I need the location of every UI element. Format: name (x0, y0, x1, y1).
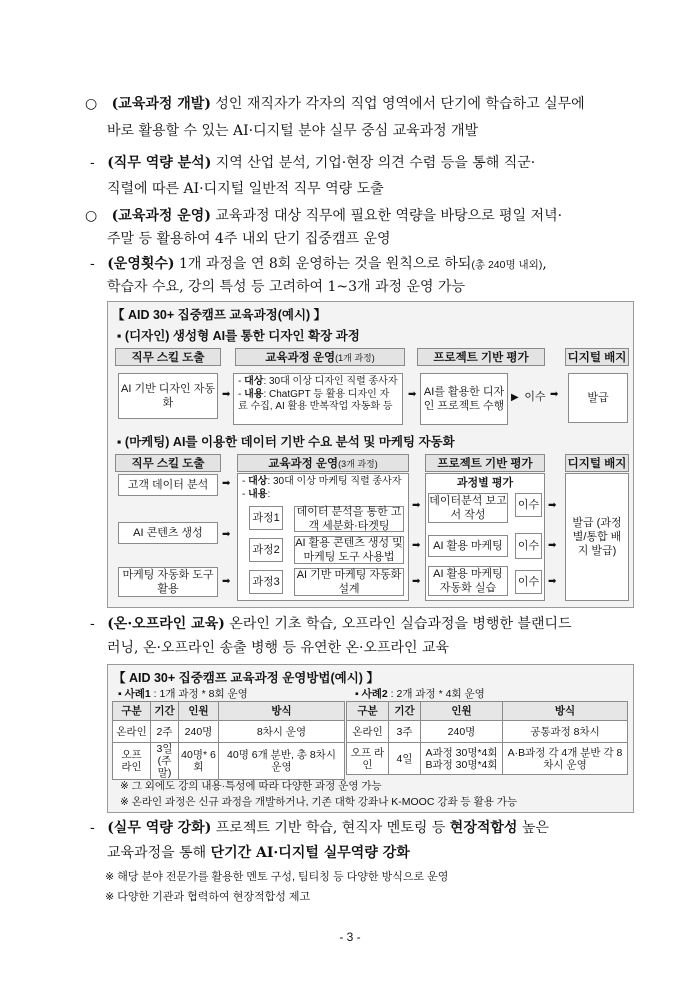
course-2-eval: AI 활용 마케팅 (428, 535, 508, 557)
table-cell: 240명 (421, 721, 503, 743)
table-row (347, 743, 628, 775)
table-row (347, 721, 628, 743)
case2-label: ▪ 사례2 (355, 688, 388, 700)
table-cell: 3주 (389, 721, 421, 743)
text: 지역 산업 분석, 기업·현장 의견 수렴 등을 통해 직군· (211, 155, 536, 171)
table-cell: 8차시 운영 (219, 721, 345, 743)
paragraph-job-analysis (90, 150, 535, 177)
target-label: 대상 (248, 476, 268, 487)
operation-note-1: ※ 그 외에도 강의 내용·특성에 따라 다양한 과정 운영 가능 (120, 780, 382, 792)
comma: , (542, 256, 547, 272)
paragraph-blended (90, 611, 572, 638)
table-cell: 공통과정 8차시 (503, 721, 628, 743)
case1-label: ▪ 사례1 (118, 688, 151, 700)
target-text: : 30대 이상 마케팅 직렬 종사자 (267, 476, 402, 487)
header-run-label: 교육과정 운영 (268, 458, 339, 470)
table-row (113, 721, 345, 743)
course-1-label: 과정1 (249, 506, 283, 530)
bullet: - (90, 616, 95, 632)
case1-text: : 1개 과정 * 8회 운영 (150, 688, 248, 700)
design-project: AI를 활용한 디자인 프로젝트 수행 (420, 373, 508, 425)
arrow-right-icon: ➡ (222, 529, 231, 540)
design-badge: 발급 (568, 373, 628, 423)
note-total: (총 240명 내외) (471, 259, 543, 271)
paragraph-course-development (85, 91, 585, 118)
table-cell: 240명 (179, 721, 219, 743)
marketing-skill-3: 마케팅 자동화 도구 활용 (118, 567, 218, 597)
arrow-right-icon: ➡ (408, 389, 417, 400)
design-complete: 이수 (524, 391, 546, 403)
case2-text: : 2개 과정 * 4회 운영 (387, 688, 485, 700)
text: 프로젝트 기반 학습, 현직자 멘토링 등 (211, 820, 450, 836)
course-1-desc: 데이터 분석을 통한 고객 세분화·타겟팅 (294, 506, 404, 532)
table-header: 구분 (347, 702, 389, 721)
case2-heading (355, 686, 485, 701)
marketing-badge: 발급 (과정별/통합 배지 발급) (565, 473, 629, 601)
course-3-complete: 이수 (515, 570, 542, 594)
design-section-title: ▪ (디자인) 생성형 AI를 통한 디자인 확장 과정 (117, 329, 360, 343)
table-header: 인원 (421, 702, 503, 721)
paragraph-practical-line2 (107, 840, 410, 867)
paragraph-course-development-line2: 바로 활용할 수 있는 AI·디지털 분야 실무 중심 교육과정 개발 (107, 123, 479, 139)
paragraph-course-operation-line2: 주말 등 활용하여 4주 내외 단기 집중캠프 운영 (107, 231, 391, 247)
arrow-right-icon: ➡ (548, 500, 557, 511)
marketing-skill-1: 고객 데이터 분석 (118, 474, 218, 496)
header-run (237, 454, 409, 472)
arrow-right-icon: ➡ (412, 500, 421, 511)
operation-method-title: 【 AID 30+ 집중캠프 교육과정 운영방법(예시) 】 (113, 671, 379, 685)
bullet: ○ (85, 96, 98, 112)
term: (온·오프라인 교육) (107, 616, 225, 632)
design-run: - 대상: 30대 이상 디자인 직렬 종사자 - 내용: ChatGPT 등 활용 디자인 자료 수집, AI 활용 반복작업 자동화 등 (233, 373, 403, 425)
arrow-right-icon: ➡ (550, 389, 559, 400)
text: 교육과정 대상 직무에 필요한 역량을 바탕으로 평일 저녁· (210, 208, 563, 224)
course-3-desc: AI 기반 마케팅 자동화 설계 (294, 568, 404, 596)
table-cell: 3일 (주말) (151, 743, 179, 780)
header-run-count: (3개 과정) (338, 458, 378, 469)
course-2-label: 과정2 (249, 538, 283, 562)
arrow-right-icon: ➡ (222, 576, 231, 587)
content-label: 내용 (244, 388, 264, 400)
table-cell: 온라인 (347, 721, 389, 743)
practical-note-1: ※ 해당 분야 전문가를 활용한 멘토 구성, 팀티칭 등 다양한 방식으로 운영 (105, 871, 449, 883)
header-skill: 직무 스킬 도출 (115, 348, 221, 366)
practical-note-2: ※ 다양한 기관과 협력하여 현장적합성 제고 (105, 891, 311, 903)
marketing-skill-2: AI 콘텐츠 생성 (118, 522, 218, 544)
table-cell: 오프 라인 (113, 743, 151, 780)
arrow-right-icon: ➡ (548, 540, 557, 551)
text: 1개 과정을 연 8회 운영하는 것을 원칙으로 하되 (174, 256, 472, 272)
table-cell: A과정 30명*4회 B과정 30명*4회 (421, 743, 503, 775)
arrow-right-icon: ➡ (222, 389, 231, 400)
header-badge: 디지털 배지 (565, 348, 629, 366)
course-3-eval: AI 활용 마케팅 자동화 실습 (428, 566, 508, 596)
term: (교육과정 개발) (111, 96, 211, 112)
bullet: - (90, 155, 95, 171)
case1-heading (118, 686, 248, 701)
paragraph-practical (90, 815, 549, 842)
table-cell: A·B과정 각 4개 분반 각 8차시 운영 (503, 743, 628, 775)
target-text: : 30대 이상 디자인 직렬 종사자 (263, 376, 398, 387)
text: 온라인 기초 학습, 오프라인 실습과정을 병행한 블랜디드 (224, 616, 572, 632)
marketing-run: - 대상: 30대 이상 마케팅 직렬 종사자 - 내용: (237, 473, 409, 601)
header-run (235, 348, 405, 366)
content-label: 내용 (248, 489, 268, 500)
case1-table (112, 701, 345, 780)
course-1-complete: 이수 (515, 493, 542, 517)
paragraph-job-analysis-line2: 직렬에 따른 AI·디지털 일반적 직무 역량 도출 (107, 181, 384, 197)
header-project: 프로젝트 기반 평가 (417, 348, 545, 366)
table-row (113, 743, 345, 780)
table-cell: 2주 (151, 721, 179, 743)
header-badge: 디지털 배지 (565, 454, 629, 472)
course-2-desc: AI 활용 콘텐츠 생성 및 마케팅 도구 사용법 (295, 537, 403, 563)
table-header: 기간 (151, 702, 179, 721)
arrow-right-icon: ➡ (222, 478, 231, 489)
table-header: 방식 (503, 702, 628, 721)
marketing-section-title: ▪ (마케팅) AI를 이용한 데이터 기반 수요 분석 및 마케팅 자동화 (117, 435, 455, 449)
course-3-label: 과정3 (249, 570, 283, 594)
case2-table (346, 701, 628, 775)
text: 교육과정을 통해 (107, 845, 211, 861)
arrow-right-icon: ➡ (412, 576, 421, 587)
table-cell: 오프 라인 (347, 743, 389, 775)
target-label: 대상 (244, 376, 264, 387)
text: 성인 재직자가 각자의 직업 영역에서 단기에 학습하고 실무에 (210, 96, 585, 112)
highlight: 현장적합성 (449, 820, 518, 836)
per-course-eval-title: 과정별 평가 (456, 477, 514, 489)
course-2-complete: 이수 (515, 533, 542, 559)
table-header: 기간 (389, 702, 421, 721)
text-end: 높은 (517, 820, 549, 836)
term: (실무 역량 강화) (107, 820, 212, 836)
course-example-title: 【 AID 30+ 집중캠프 교육과정(예시) 】 (112, 308, 327, 322)
bullet: - (90, 820, 95, 836)
header-skill: 직무 스킬 도출 (115, 454, 221, 472)
content-text: : ChatGPT 등 활용 디자인 자료 수집, AI 활용 반복작업 자동화 등 (238, 388, 393, 412)
header-run-count: (1개 과정) (335, 352, 375, 363)
term: (운영횟수) (107, 256, 175, 272)
table-header: 방식 (219, 702, 345, 721)
table-cell: 4일 (389, 743, 421, 775)
operation-note-2: ※ 온라인 과정은 신규 과정을 개발하거나, 기존 대학 강좌나 K-MOOC 강좌 등 활용 가능 (120, 796, 518, 808)
term: (교육과정 운영) (111, 208, 211, 224)
paragraph-frequency-line2: 학습자 수요, 강의 특성 등 고려하여 1~3개 과정 운영 가능 (107, 279, 466, 295)
arrow-right-icon: ➡ (412, 540, 421, 551)
course-1-eval: 데이터분석 보고서 작성 (429, 495, 507, 521)
table-cell: 40명 6개 분반, 총 8차시 운영 (219, 743, 345, 780)
table-cell: 40명* 6회 (179, 743, 219, 780)
table-header: 구분 (113, 702, 151, 721)
term: (직무 역량 분석) (107, 155, 212, 171)
header-project: 프로젝트 기반 평가 (425, 454, 545, 472)
triangle-right-icon: ▶ (511, 392, 519, 403)
table-cell: 온라인 (113, 721, 151, 743)
bullet: ○ (85, 208, 98, 224)
table-header: 인원 (179, 702, 219, 721)
page-number: - 3 - (339, 930, 361, 944)
arrow-right-icon: ➡ (548, 576, 557, 587)
header-run-label: 교육과정 운영 (265, 352, 336, 364)
paragraph-blended-line2: 러닝, 온·오프라인 송출 병행 등 유연한 온·오프라인 교육 (107, 640, 450, 656)
highlight: 단기간 AI·디지털 실무역량 강화 (210, 845, 410, 861)
bullet: - (90, 256, 95, 272)
design-skill: AI 기반 디자인 자동화 (118, 373, 218, 419)
